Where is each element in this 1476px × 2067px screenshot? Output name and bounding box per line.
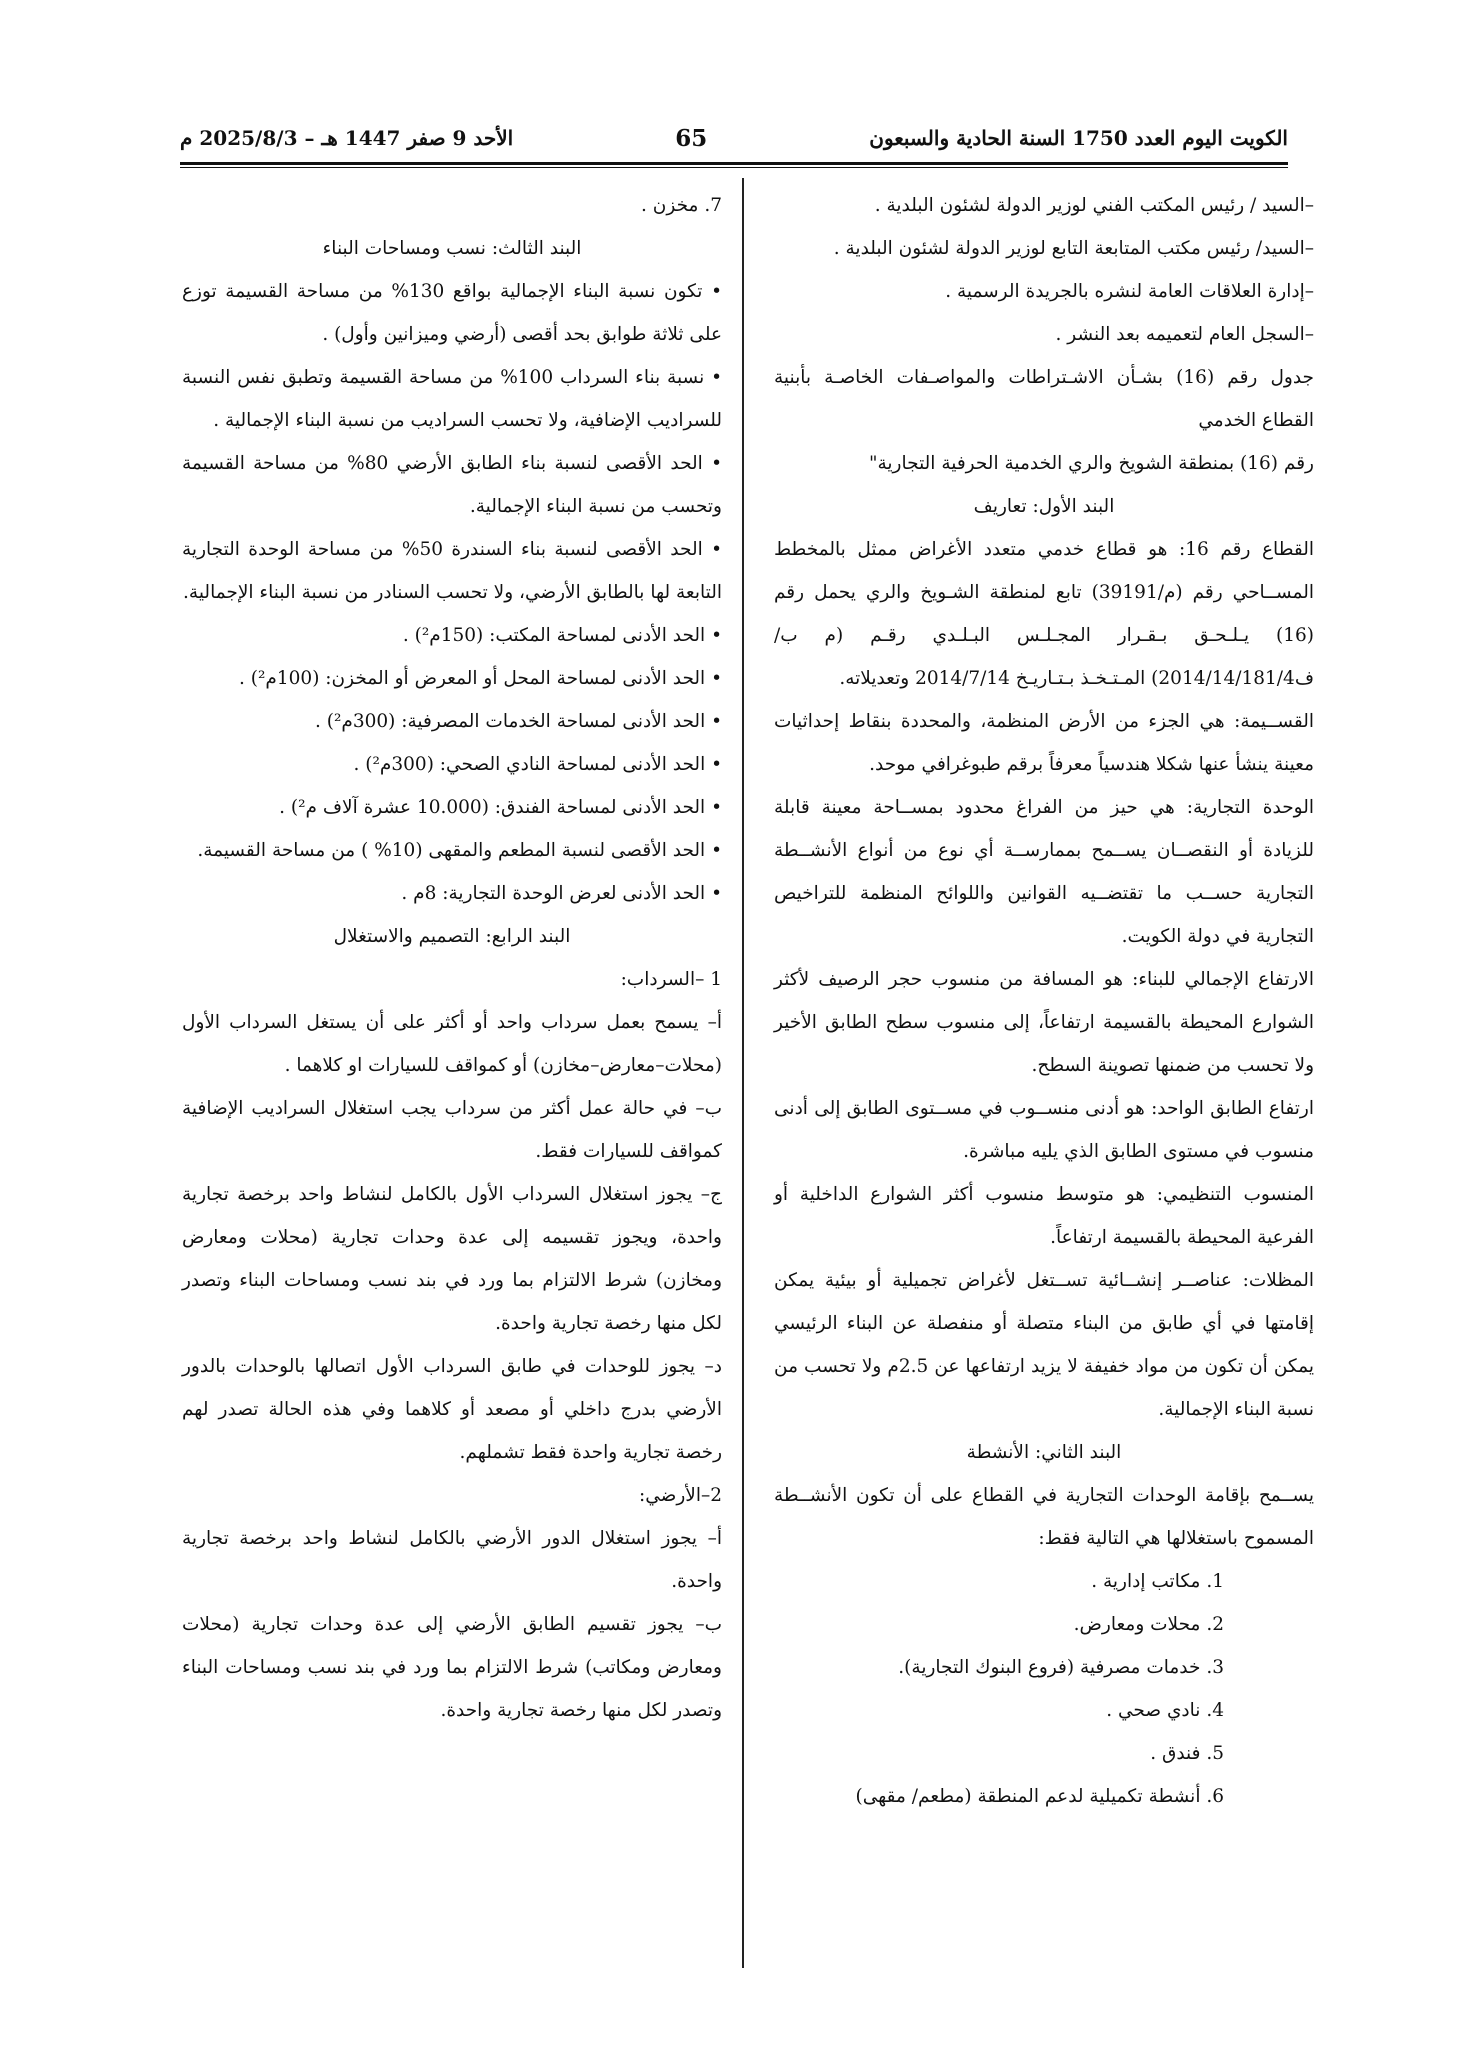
subsection-heading: 2–الأرضي: (638, 1485, 722, 1506)
table-title: جدول رقم (16) بشـأن الاشـتراطات والمواصـفات الخاصـة بأبنية القطاع الخدمي (774, 367, 1314, 431)
list-item: 6. أنشطة تكميلية لدعم المنطقة (مطعم/ مقهى) (855, 1786, 1224, 1807)
paragraph: –السجل العام لتعميمه بعد النشر . (1055, 324, 1314, 345)
clause: أ– يسمح بعمل سرداب واحد أو أكثر على أن يستغل السرداب الأول (محلات–معارض–مخازن) أو كمواقف للسيارات او كلاهما . (182, 1012, 722, 1076)
section-heading: البند الثالث: نسب ومساحات البناء (322, 238, 582, 259)
definition: القطاع رقم 16: هو قطاع خدمي متعدد الأغراض ممثل بالمخطط المســاحي رقم (م/39191) تابع لمنطقة الشـويخ والري يحمل رقم (16) يـلـحـق بـقـرار المجـلـس البـلـدي رقـم (م ب/ف2014/14/181/4) المـتـخـذ بـتـاريـخ 2014/7/14 وتعديلاته. (774, 539, 1314, 689)
header-date: الأحد 9 صفر 1447 هـ – 2025/8/3 م (180, 126, 514, 150)
bullet-item: • الحد الأدنى لمساحة المكتب: (150م²) . (402, 625, 722, 646)
paragraph: –إدارة العلاقات العامة لنشره بالجريدة الرسمية . (945, 281, 1314, 302)
list-item: 7. مخزن . (641, 195, 722, 216)
bullet-item: • الحد الأدنى لمساحة الفندق: (10.000 عشرة آلاف م²) . (279, 797, 722, 818)
clause: ج– يجوز استغلال السرداب الأول بالكامل لنشاط واحد برخصة تجارية واحدة، ويجوز تقسيمه إلى عدة وحدات تجارية (محلات ومعارض ومخازن) شرط الالتزام بما ورد في بند نسب ومساحات البناء وتصدر لكل منها رخصة تجارية واحدة. (182, 1184, 722, 1334)
bullet-item: • الحد الأدنى لمساحة النادي الصحي: (300م²) . (353, 754, 722, 775)
definition: المظلات: عناصــر إنشــائية تســتغل لأغراض تجميلية أو بيئية يمكن إقامتها في أي طابق من البناء متصلة أو منفصلة عن البناء الرئيسي يمكن أن تكون من مواد خفيفة لا يزيد ارتفاعها عن 2.5م ولا تحسب من نسبة البناء الإجمالية. (774, 1270, 1314, 1420)
definition: المنسوب التنظيمي: هو متوسط منسوب أكثر الشوارع الداخلية أو الفرعية المحيطة بالقسيمة ارتفاعاً. (774, 1184, 1314, 1248)
bullet-item: • الحد الأقصى لنسبة بناء السندرة 50% من مساحة الوحدة التجارية التابعة لها بالطابق الأرضي، ولا تحسب السنادر من نسبة البناء الإجمالية. (182, 539, 722, 603)
header-rule-thin (180, 167, 1288, 168)
bullet-item: • الحد الأقصى لنسبة المطعم والمقهى (10% ) من مساحة القسيمة. (197, 840, 722, 861)
page-header (180, 118, 1288, 158)
list-item: 3. خدمات مصرفية (فروع البنوك التجارية). (898, 1657, 1224, 1678)
definition: ارتفاع الطابق الواحد: هو أدنى منســوب في مســتوى الطابق إلى أدنى منسوب في مستوى الطابق الذي يليه مباشرة. (774, 1098, 1314, 1162)
list-item: 1. مكاتب إدارية . (1091, 1571, 1224, 1592)
page-number: 65 (675, 124, 708, 152)
paragraph: –السيد/ رئيس مكتب المتابعة التابع لوزير الدولة لشئون البلدية . (833, 238, 1314, 259)
bullet-item: • الحد الأدنى لمساحة المحل أو المعرض أو المخزن: (100م²) . (239, 668, 722, 689)
definition: الارتفاع الإجمالي للبناء: هو المسافة من منسوب حجر الرصيف لأكثر الشوارع المحيطة بالقسيمة ارتفاعاً، إلى منسوب سطح الطابق الأخير ولا تحسب من ضمنها تصوينة السطح. (774, 969, 1314, 1076)
section-heading: البند الأول: تعاريف (973, 496, 1115, 517)
clause: ب– في حالة عمل أكثر من سرداب يجب استغلال السراديب الإضافية كمواقف للسيارات فقط. (182, 1098, 722, 1162)
column-divider (742, 178, 744, 1968)
subsection-heading: 1 –السرداب: (620, 969, 722, 990)
bullet-item: • تكون نسبة البناء الإجمالية بواقع 130% من مساحة القسيمة توزع على ثلاثة طوابق بحد أقصى (أرضي وميزانين وأول) . (182, 281, 722, 345)
paragraph: يســمح بإقامة الوحدات التجارية في القطاع على أن تكون الأنشــطة المسموح باستغلالها هي التالية فقط: (774, 1485, 1314, 1549)
list-item: 2. محلات ومعارض. (1073, 1614, 1224, 1635)
table-title-cont: رقم (16) بمنطقة الشويخ والري الخدمية الحرفية التجارية" (868, 453, 1314, 474)
section-heading: البند الثاني: الأنشطة (966, 1442, 1122, 1463)
list-item: 5. فندق . (1150, 1743, 1224, 1764)
clause: د– يجوز للوحدات في طابق السرداب الأول اتصالها بالوحدات بالدور الأرضي بدرج داخلي أو مصعد أو كلاهما وفي هذه الحالة تصدر لهم رخصة تجارية واحدة فقط تشملهم. (182, 1356, 722, 1463)
clause: ب– يجوز تقسيم الطابق الأرضي إلى عدة وحدات تجارية (محلات ومعارض ومكاتب) شرط الالتزام بما ورد في بند نسب ومساحات البناء وتصدر لكل منها رخصة تجارية واحدة. (182, 1614, 722, 1721)
left-column (182, 184, 722, 1732)
definition: القســيمة: هي الجزء من الأرض المنظمة، والمحددة بنقاط إحداثيات معينة ينشأ عنها شكلا هندسياً معرفاً برقم طبوغرافي موحد. (774, 711, 1314, 775)
bullet-item: • الحد الأقصى لنسبة بناء الطابق الأرضي 80% من مساحة القسيمة وتحسب من نسبة البناء الإجمالية. (182, 453, 723, 517)
clause: أ– يجوز استغلال الدور الأرضي بالكامل لنشاط واحد برخصة تجارية واحدة. (182, 1528, 722, 1592)
bullet-item: • الحد الأدنى لمساحة الخدمات المصرفية: (300م²) . (314, 711, 722, 732)
bullet-item: • نسبة بناء السرداب 100% من مساحة القسيمة وتطبق نفس النسبة للسراديب الإضافية، ولا تحسب السراديب من نسبة البناء الإجمالية . (182, 367, 722, 431)
paragraph: –السيد / رئيس المكتب الفني لوزير الدولة لشئون البلدية . (874, 195, 1314, 216)
bullet-item: • الحد الأدنى لعرض الوحدة التجارية: 8م . (401, 883, 722, 904)
list-item: 4. نادي صحي . (1106, 1700, 1224, 1721)
definition: الوحدة التجارية: هي حيز من الفراغ محدود بمســاحة معينة قابلة للزيادة أو النقصــان يســمح بممارســة أي نوع من أنواع الأنشــطة التجارية حســب ما تقتضــيه القوانين واللوائح المنظمة للتراخيص التجارية في دولة الكويت. (774, 797, 1314, 947)
header-issue-info: الكويت اليوم العدد 1750 السنة الحادية والسبعون (869, 126, 1288, 150)
right-column (774, 184, 1314, 1818)
section-heading: البند الرابع: التصميم والاستغلال (333, 926, 571, 947)
header-rule (180, 162, 1288, 165)
